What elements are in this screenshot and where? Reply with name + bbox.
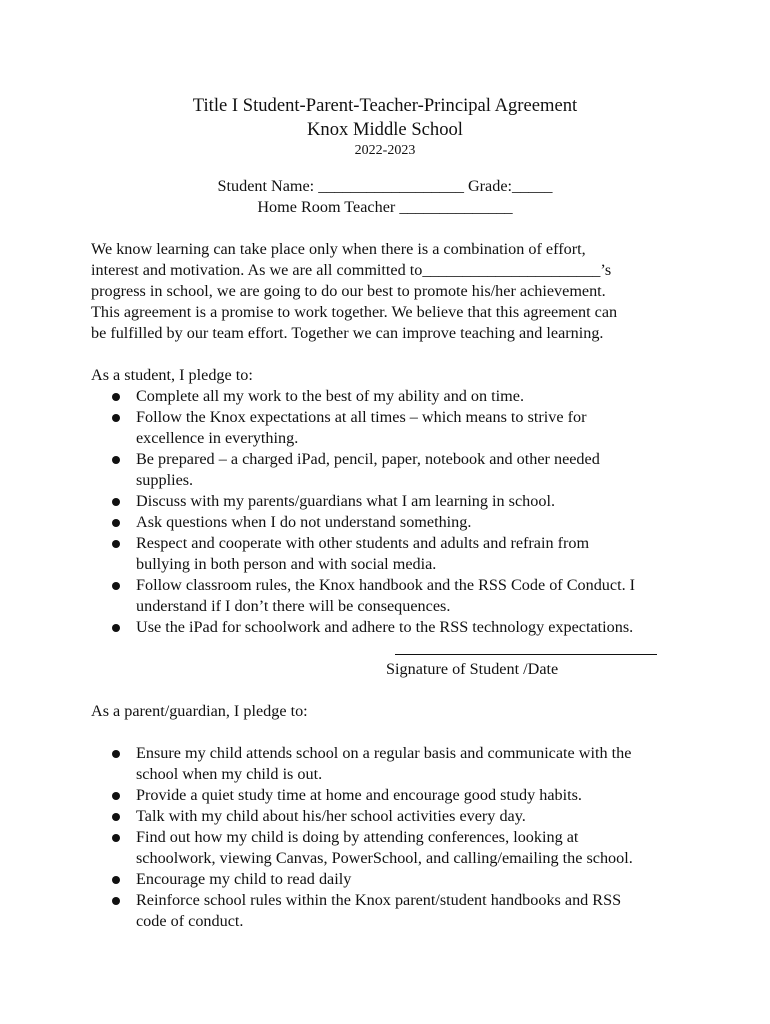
list-item-text: Respect and cooperate with other students and adults and refrain from — [136, 534, 590, 552]
bullet-icon — [112, 582, 120, 590]
list-item-text: Provide a quiet study time at home and encourage good study habits. — [136, 786, 582, 804]
student-name-grade-line: Student Name: __________________ Grade:_____ — [217, 177, 553, 195]
parent-pledge-list — [110, 743, 710, 932]
parent-pledge-heading: As a parent/guardian, I pledge to: — [91, 702, 308, 720]
list-item-text: Ask questions when I do not understand something. — [136, 513, 472, 531]
intro-paragraph — [91, 239, 691, 344]
list-item-text: Follow the Knox expectations at all times – which means to strive for — [136, 408, 587, 426]
intro-line: We know learning can take place only when there is a combination of effort, — [91, 240, 586, 258]
bullet-icon — [112, 876, 120, 884]
list-item — [110, 785, 710, 806]
student-pledge-heading: As a student, I pledge to: — [91, 366, 253, 384]
list-item — [110, 449, 710, 491]
list-item — [110, 386, 710, 407]
homeroom-teacher-line: Home Room Teacher ______________ — [257, 198, 513, 216]
list-item-text: understand if I don’t there will be consequences. — [136, 597, 451, 615]
school-year: 2022-2023 — [354, 143, 416, 158]
list-item — [110, 575, 710, 617]
list-item — [110, 512, 710, 533]
student-pledge-list — [110, 386, 710, 638]
list-item-text: Reinforce school rules within the Knox parent/student handbooks and RSS — [136, 891, 622, 909]
list-item-text: Be prepared – a charged iPad, pencil, paper, notebook and other needed — [136, 450, 600, 468]
bullet-icon — [112, 456, 120, 464]
school-name: Knox Middle School — [307, 119, 463, 140]
list-item-text: Find out how my child is doing by attending conferences, looking at — [136, 828, 579, 846]
bullet-icon — [112, 519, 120, 527]
bullet-icon — [112, 792, 120, 800]
signature-label: Signature of Student /Date — [386, 660, 559, 678]
bullet-icon — [112, 498, 120, 506]
bullet-icon — [112, 813, 120, 821]
bullet-icon — [112, 540, 120, 548]
list-item — [110, 743, 710, 785]
list-item — [110, 407, 710, 449]
list-item-text: code of conduct. — [136, 912, 244, 930]
list-item — [110, 533, 710, 575]
bullet-icon — [112, 834, 120, 842]
list-item — [110, 491, 710, 512]
list-item-text: Complete all my work to the best of my ability and on time. — [136, 387, 524, 405]
intro-line: be fulfilled by our team effort. Together we can improve teaching and learning. — [91, 324, 604, 342]
list-item-text: Use the iPad for schoolwork and adhere to the RSS technology expectations. — [136, 618, 634, 636]
document-title: Title I Student-Parent-Teacher-Principal Agreement — [192, 95, 578, 116]
bullet-icon — [112, 897, 120, 905]
bullet-icon — [112, 393, 120, 401]
list-item — [110, 806, 710, 827]
list-item — [110, 827, 710, 869]
list-item — [110, 617, 710, 638]
list-item-text: bullying in both person and with social media. — [136, 555, 437, 573]
list-item-text: Ensure my child attends school on a regular basis and communicate with the — [136, 744, 632, 762]
list-item-text: Encourage my child to read daily — [136, 870, 352, 888]
list-item-text: supplies. — [136, 471, 194, 489]
list-item-text: Follow classroom rules, the Knox handbook and the RSS Code of Conduct. I — [136, 576, 636, 594]
list-item-text: Talk with my child about his/her school activities every day. — [136, 807, 526, 825]
list-item-text: schoolwork, viewing Canvas, PowerSchool, and calling/emailing the school. — [136, 849, 633, 867]
bullet-icon — [112, 624, 120, 632]
bullet-icon — [112, 750, 120, 758]
intro-line: This agreement is a promise to work together. We believe that this agreement can — [91, 303, 618, 321]
list-item-text: school when my child is out. — [136, 765, 323, 783]
list-item-text: excellence in everything. — [136, 429, 299, 447]
signature-line — [395, 654, 657, 655]
list-item — [110, 890, 710, 932]
list-item — [110, 869, 710, 890]
intro-line: interest and motivation. As we are all committed to______________________’s — [91, 261, 612, 279]
bullet-icon — [112, 414, 120, 422]
list-item-text: Discuss with my parents/guardians what I am learning in school. — [136, 492, 555, 510]
intro-line: progress in school, we are going to do our best to promote his/her achievement. — [91, 282, 606, 300]
